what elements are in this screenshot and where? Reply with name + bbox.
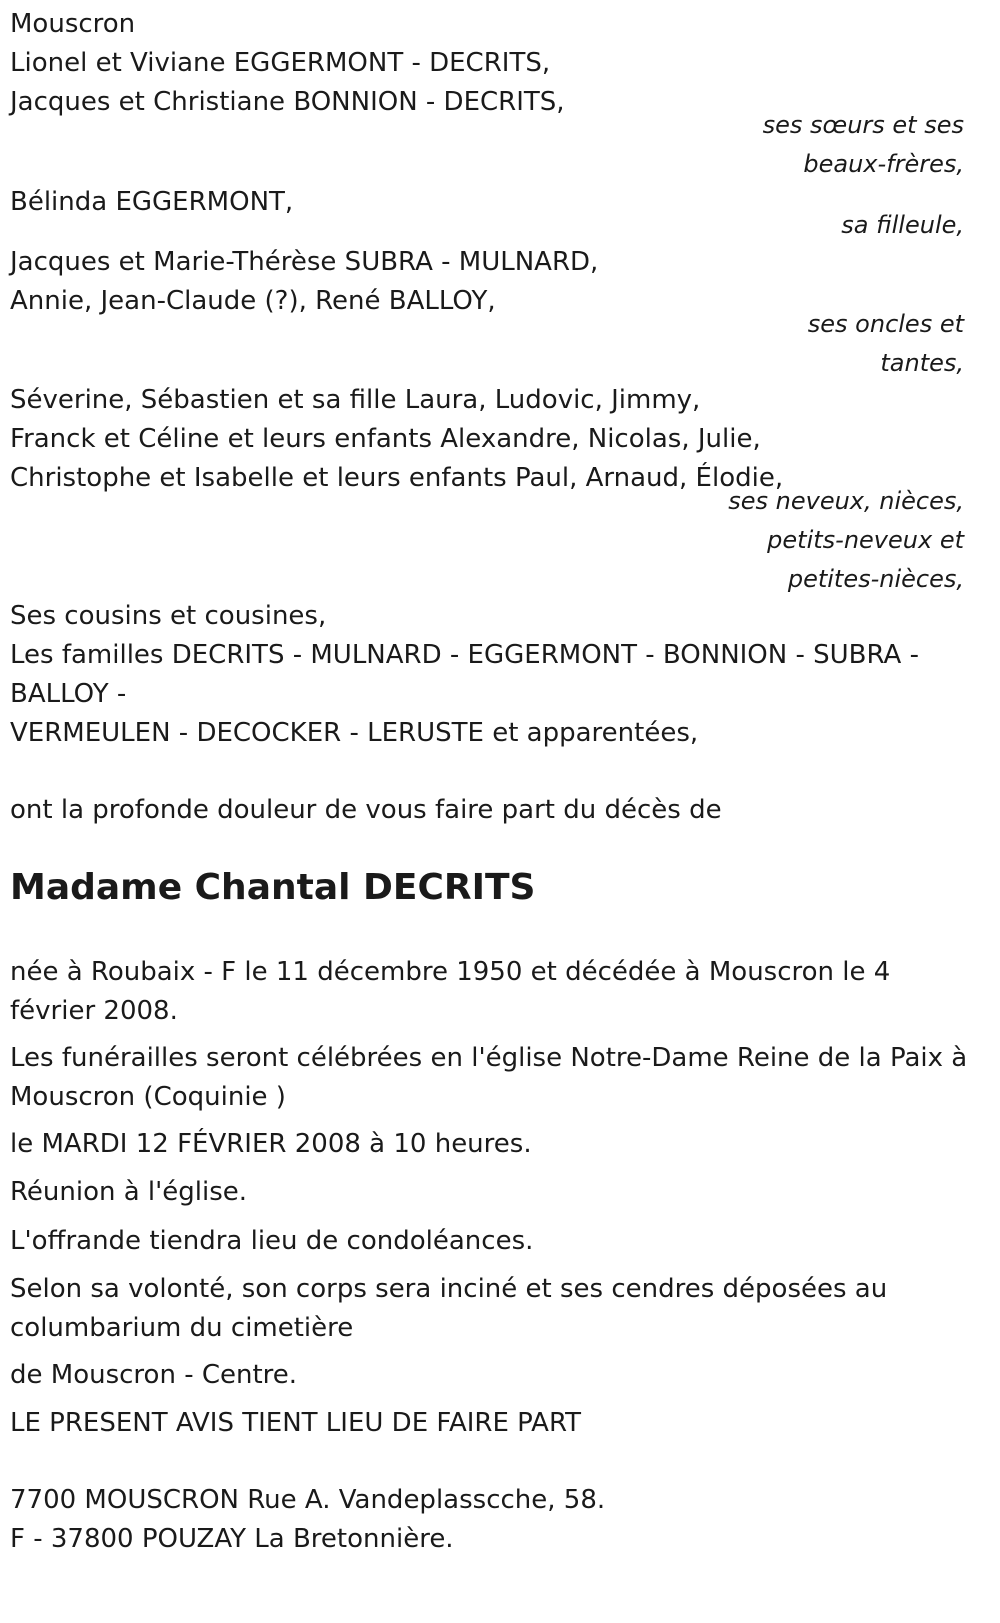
cremation-line: columbarium du cimetière	[10, 1313, 354, 1343]
announcement-text: ont la profonde douleur de vous faire part du décès de	[10, 795, 722, 825]
relation-label: ses sœurs et ses	[762, 111, 964, 139]
funeral-date: le MARDI 12 FÉVRIER 2008 à 10 heures.	[10, 1129, 532, 1159]
cremation-line: Selon sa volonté, son corps sera inciné et ses cendres déposées au	[10, 1274, 888, 1304]
sibling-line: Lionel et Viviane EGGERMONT - DECRITS,	[10, 48, 551, 78]
cousin-line: VERMEULEN - DECOCKER - LERUSTE et apparentées,	[10, 718, 699, 748]
birth-death-line: février 2008.	[10, 996, 178, 1026]
birth-death-line: née à Roubaix - F le 11 décembre 1950 et décédée à Mouscron le 4	[10, 957, 891, 987]
address-line: F - 37800 POUZAY La Bretonnière.	[10, 1524, 454, 1554]
cousin-line: Les familles DECRITS - MULNARD - EGGERMONT - BONNION - SUBRA -	[10, 640, 919, 670]
relation-label: ses oncles et	[807, 310, 964, 338]
relation-label: petites-nièces,	[787, 565, 964, 593]
funeral-line: Mouscron (Coquinie )	[10, 1082, 286, 1112]
nephew-line: Séverine, Sébastien et sa fille Laura, Ludovic, Jimmy,	[10, 385, 701, 415]
relation-label: ses neveux, nièces,	[728, 487, 964, 515]
uncle-aunt-line: Jacques et Marie-Thérèse SUBRA - MULNARD,	[10, 247, 599, 277]
meeting-text: Réunion à l'église.	[10, 1177, 248, 1207]
sibling-line: Jacques et Christiane BONNION - DECRITS,	[10, 87, 565, 117]
cousin-line: BALLOY -	[10, 679, 127, 709]
offering-text: L'offrande tiendra lieu de condoléances.	[10, 1226, 534, 1256]
nephew-line: Christophe et Isabelle et leurs enfants Paul, Arnaud, Élodie,	[10, 463, 784, 493]
nephew-line: Franck et Céline et leurs enfants Alexandre, Nicolas, Julie,	[10, 424, 761, 454]
relation-label: beaux-frères,	[803, 150, 964, 178]
address-line: 7700 MOUSCRON Rue A. Vandeplasscche, 58.	[10, 1485, 606, 1515]
cousin-line: Ses cousins et cousines,	[10, 601, 327, 631]
relation-label: sa filleule,	[841, 211, 964, 239]
deceased-name: Madame Chantal DECRITS	[10, 867, 536, 908]
location-text: Mouscron	[10, 9, 136, 39]
goddaughter-line: Bélinda EGGERMONT,	[10, 187, 294, 217]
cemetery-text: de Mouscron - Centre.	[10, 1360, 298, 1390]
funeral-line: Les funérailles seront célébrées en l'église Notre-Dame Reine de la Paix à	[10, 1043, 968, 1073]
notice-text: LE PRESENT AVIS TIENT LIEU DE FAIRE PART	[10, 1408, 582, 1438]
uncle-aunt-line: Annie, Jean-Claude (?), René BALLOY,	[10, 286, 496, 316]
relation-label: petits-neveux et	[767, 526, 964, 554]
relation-label: tantes,	[880, 349, 964, 377]
